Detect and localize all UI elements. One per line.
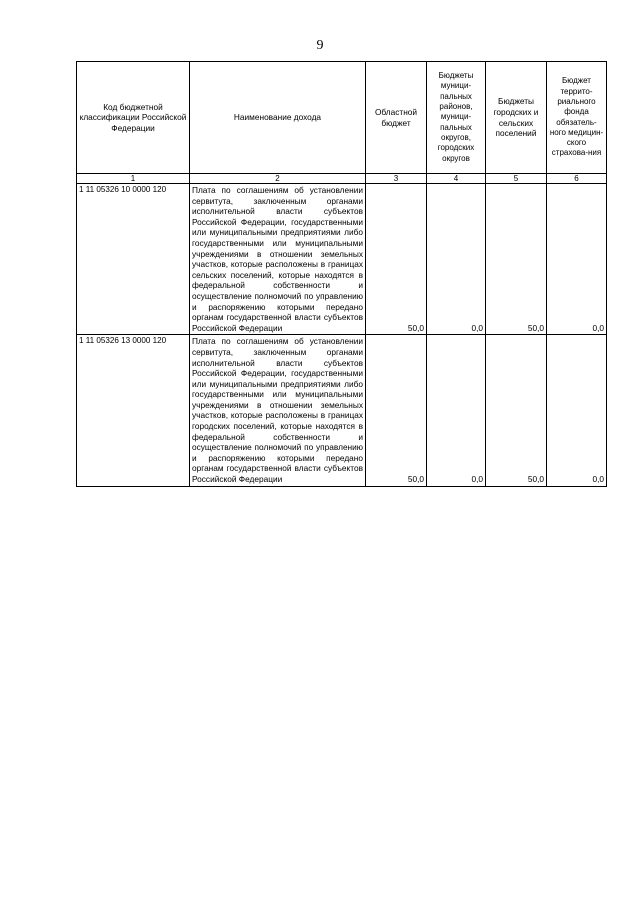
table-row [77, 335, 607, 486]
page-number: 9 [316, 38, 324, 53]
column-number: 2 [190, 174, 366, 184]
header-regional-budget: Областной бюджет [366, 62, 427, 174]
medical-fund-value: 0,0 [547, 335, 607, 486]
regional-value: 50,0 [366, 335, 427, 486]
regional-value: 50,0 [366, 184, 427, 335]
settlements-value: 50,0 [486, 184, 547, 335]
municipal-value: 0,0 [427, 184, 486, 335]
column-number: 6 [547, 174, 607, 184]
column-number-row [77, 174, 607, 184]
table-header-row [77, 62, 607, 174]
header-medical-fund-budget: Бюджет террито-риального фонда обязатель-ного медицин-ского страхова-ния [547, 62, 607, 174]
column-number: 3 [366, 174, 427, 184]
column-number: 4 [427, 174, 486, 184]
revenue-name: Плата по соглашениям об установлении сервитута, заключенным органами исполнительной власти субъектов Российской Федерации, государственными или муниципальными предприятиями либо государственными или муниципальными учреждениями в отношении земельных участков, которые расположены в границах городских поселений, которые находятся в федеральной собственности и осуществление полномочий по управлению и распоряжению которыми передано органам государственной власти субъектов Российской Федерации [190, 335, 366, 486]
header-settlement-budgets: Бюджеты городских и сельских поселений [486, 62, 547, 174]
revenue-code: 1 11 05326 10 0000 120 [77, 184, 190, 335]
revenue-table [76, 61, 607, 487]
header-name: Наименование дохода [190, 62, 366, 174]
column-number: 1 [77, 174, 190, 184]
table-row [77, 184, 607, 335]
header-code: Код бюджетной классификации Российской Федерации [77, 62, 190, 174]
settlements-value: 50,0 [486, 335, 547, 486]
medical-fund-value: 0,0 [547, 184, 607, 335]
header-municipal-budgets: Бюджеты муници-пальных районов, муници-пальных округов, городских округов [427, 62, 486, 174]
column-number: 5 [486, 174, 547, 184]
revenue-code: 1 11 05326 13 0000 120 [77, 335, 190, 486]
municipal-value: 0,0 [427, 335, 486, 486]
revenue-name: Плата по соглашениям об установлении сервитута, заключенным органами исполнительной власти субъектов Российской Федерации, государственными или муниципальными предприятиями либо государственными или муниципальными учреждениями в отношении земельных участков, которые расположены в границах сельских поселений, которые находятся в федеральной собственности и осуществление полномочий по управлению и распоряжению которыми передано органам государственной власти субъектов Российской Федерации [190, 184, 366, 335]
